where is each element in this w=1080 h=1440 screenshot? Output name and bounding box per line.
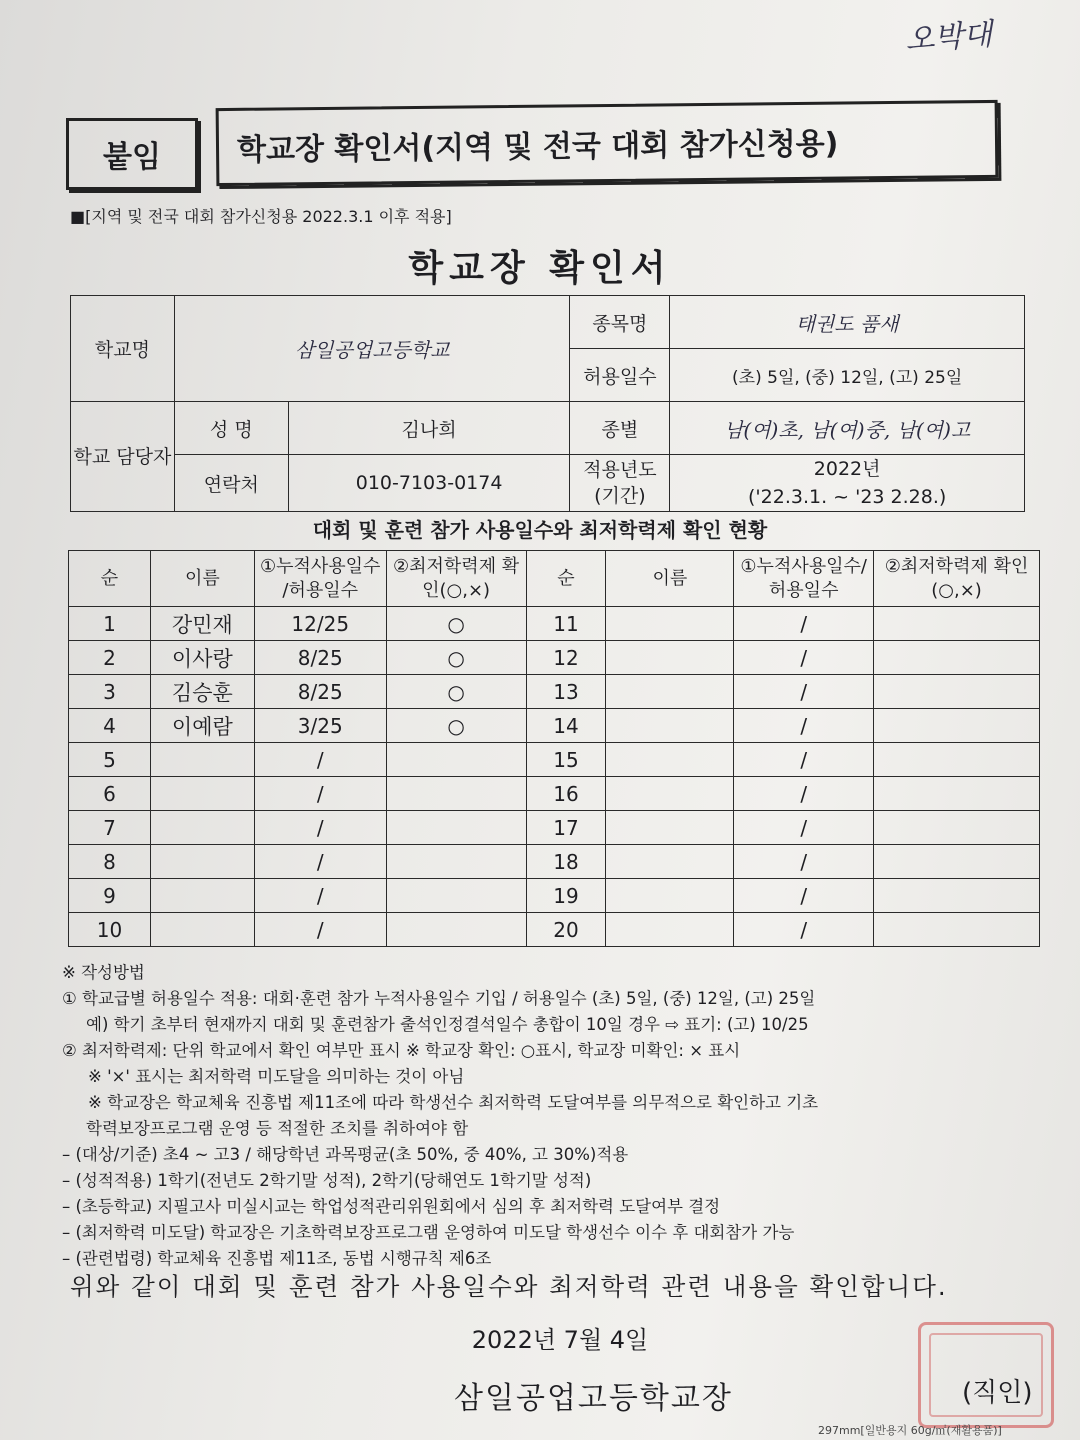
cell-days: / bbox=[254, 879, 386, 913]
cell-check bbox=[874, 811, 1040, 845]
cell-no: 4 bbox=[69, 709, 151, 743]
cell-check bbox=[874, 845, 1040, 879]
staff-label: 학교 담당자 bbox=[71, 402, 175, 512]
contact-value: 010-7103-0174 bbox=[288, 455, 570, 512]
cell-check bbox=[386, 811, 526, 845]
cell-name bbox=[606, 743, 734, 777]
table-header-row bbox=[69, 551, 1040, 607]
cell-no: 13 bbox=[526, 675, 606, 709]
year-value: 2022년 bbox=[813, 458, 881, 480]
cell-check bbox=[874, 777, 1040, 811]
col-header-check-right: ②최저학력제 확인(○,×) bbox=[874, 551, 1040, 607]
subheader: ■[지역 및 전국 대회 참가신청용 2022.3.1 이후 적용] bbox=[70, 207, 452, 226]
handwritten-note: 오박대 bbox=[904, 17, 994, 58]
cell-name: 강민재 bbox=[150, 607, 254, 641]
cell-days: / bbox=[734, 607, 874, 641]
instruction-line: – (관련법령) 학교체육 진흥법 제11조, 동법 시행규칙 제6조 bbox=[62, 1249, 492, 1268]
cell-name bbox=[150, 811, 254, 845]
participants-table bbox=[68, 550, 1040, 947]
paper-spec-footer: 297mm[일반용지 60g/㎡(재활용품)] bbox=[818, 1424, 1002, 1437]
cell-check bbox=[386, 845, 526, 879]
name-value: 김나희 bbox=[288, 402, 570, 455]
cell-check: ○ bbox=[386, 675, 526, 709]
cell-no: 7 bbox=[69, 811, 151, 845]
cell-no: 2 bbox=[69, 641, 151, 675]
event-value: 태권도 품새 bbox=[670, 296, 1025, 349]
instruction-line: ※ '×' 표시는 최저학력 미도달을 의미하는 것이 아님 bbox=[88, 1067, 465, 1086]
cell-name bbox=[606, 709, 734, 743]
cell-name: 김승훈 bbox=[150, 675, 254, 709]
name-label: 성 명 bbox=[174, 402, 288, 455]
cell-name bbox=[150, 845, 254, 879]
instruction-line: – (성적적용) 1학기(전년도 2학기말 성적), 2학기(당해연도 1학기말 성적) bbox=[62, 1171, 592, 1190]
col-header-days: ①누적사용일수 /허용일수 bbox=[254, 551, 386, 607]
cell-no: 18 bbox=[526, 845, 606, 879]
cell-days: / bbox=[734, 879, 874, 913]
table-row bbox=[69, 777, 1040, 811]
col-header-name: 이름 bbox=[150, 551, 254, 607]
document-date: 2022년 7월 4일 bbox=[471, 1326, 649, 1354]
cell-check: ○ bbox=[386, 709, 526, 743]
cell-no: 20 bbox=[526, 913, 606, 947]
cell-no: 1 bbox=[69, 607, 151, 641]
school-label: 학교명 bbox=[71, 296, 175, 402]
table-row bbox=[69, 879, 1040, 913]
cell-days: / bbox=[734, 777, 874, 811]
cell-check bbox=[386, 913, 526, 947]
table-row bbox=[69, 913, 1040, 947]
cell-no: 9 bbox=[69, 879, 151, 913]
cell-days: / bbox=[254, 913, 386, 947]
col-header-no-right: 순 bbox=[526, 551, 606, 607]
cell-no: 10 bbox=[69, 913, 151, 947]
cell-check bbox=[874, 675, 1040, 709]
cell-name bbox=[606, 607, 734, 641]
cell-no: 6 bbox=[69, 777, 151, 811]
cell-name bbox=[150, 777, 254, 811]
allowed-label: 허용일수 bbox=[570, 349, 670, 402]
confirmation-statement: 위와 같이 대회 및 훈련 참가 사용일수와 최저학력 관련 내용을 확인합니다. bbox=[70, 1272, 948, 1301]
section-title: 대회 및 훈련 참가 사용일수와 최저학력제 확인 현황 bbox=[312, 518, 768, 542]
allowed-value: (초) 5일, (중) 12일, (고) 25일 bbox=[670, 349, 1025, 402]
writing-instructions bbox=[62, 960, 1042, 1272]
col-header-check: ②최저학력제 확인(○,×) bbox=[386, 551, 526, 607]
document-title: 학교장 확인서 bbox=[408, 248, 672, 289]
cell-check bbox=[386, 743, 526, 777]
col-header-name-right: 이름 bbox=[606, 551, 734, 607]
cell-check bbox=[874, 607, 1040, 641]
instruction-line: ※ 작성방법 bbox=[62, 963, 145, 982]
cell-days: / bbox=[734, 845, 874, 879]
cell-name bbox=[150, 879, 254, 913]
cell-no: 17 bbox=[526, 811, 606, 845]
cell-days: / bbox=[734, 743, 874, 777]
instruction-line: – (대상/기준) 초4 ~ 고3 / 해당학년 과목평균(초 50%, 중 40%, 고 30%)적용 bbox=[62, 1145, 629, 1164]
cell-days: 8/25 bbox=[254, 675, 386, 709]
period-value: ('22.3.1. ~ '23 2.28.) bbox=[748, 486, 947, 508]
cell-no: 8 bbox=[69, 845, 151, 879]
table-row bbox=[69, 675, 1040, 709]
cell-check: ○ bbox=[386, 641, 526, 675]
principal-signature: 삼일공업고등학교장 bbox=[454, 1381, 733, 1416]
instruction-line: ① 학교급별 허용일수 적용: 대회·훈련 참가 누적사용일수 기입 / 허용일수 (초) 5일, (중) 12일, (고) 25일 bbox=[62, 989, 816, 1008]
cell-no: 12 bbox=[526, 641, 606, 675]
cell-no: 19 bbox=[526, 879, 606, 913]
instruction-line: 예) 학기 초부터 현재까지 대회 및 훈련참가 출석인정결석일수 총합이 10일 경우 ⇨ 표기: (고) 10/25 bbox=[86, 1015, 809, 1034]
gender-value: 남(여)초, 남(여)중, 남(여)고 bbox=[670, 402, 1025, 455]
cell-name bbox=[606, 777, 734, 811]
cell-days: / bbox=[254, 777, 386, 811]
cell-days: / bbox=[254, 845, 386, 879]
col-header-no: 순 bbox=[69, 551, 151, 607]
cell-no: 16 bbox=[526, 777, 606, 811]
info-table bbox=[70, 295, 1025, 512]
cell-name bbox=[150, 913, 254, 947]
table-row bbox=[69, 811, 1040, 845]
cell-name bbox=[606, 641, 734, 675]
col-header-days-right: ①누적사용일수/허용일수 bbox=[734, 551, 874, 607]
year-cell bbox=[670, 455, 1025, 512]
cell-days: 12/25 bbox=[254, 607, 386, 641]
cell-name bbox=[606, 811, 734, 845]
cell-check bbox=[874, 743, 1040, 777]
cell-name: 이사랑 bbox=[150, 641, 254, 675]
instruction-line: ② 최저학력제: 단위 학교에서 확인 여부만 표시 ※ 학교장 확인: ○표시, 학교장 미확인: × 표시 bbox=[62, 1041, 741, 1060]
cell-name bbox=[606, 913, 734, 947]
cell-days: / bbox=[734, 675, 874, 709]
table-row bbox=[69, 743, 1040, 777]
instruction-line: ※ 학교장은 학교체육 진흥법 제11조에 따라 학생선수 최저학력 도달여부를 의무적으로 확인하고 기초 bbox=[88, 1093, 819, 1112]
school-value: 삼일공업고등학교 bbox=[174, 296, 570, 402]
table-row bbox=[69, 607, 1040, 641]
header-title: 학교장 확인서(지역 및 전국 대회 참가신청용) bbox=[216, 100, 999, 186]
attachment-tag: 붙임 bbox=[66, 118, 198, 190]
cell-no: 3 bbox=[69, 675, 151, 709]
cell-check bbox=[874, 913, 1040, 947]
cell-days: / bbox=[734, 641, 874, 675]
seal-label: (직인) bbox=[962, 1378, 1033, 1408]
cell-name bbox=[606, 845, 734, 879]
instruction-line: – (초등학교) 지필고사 미실시교는 학업성적관리위원회에서 심의 후 최저학력 도달여부 결정 bbox=[62, 1197, 721, 1216]
contact-label: 연락처 bbox=[174, 455, 288, 512]
event-label: 종목명 bbox=[570, 296, 670, 349]
cell-check bbox=[386, 879, 526, 913]
cell-check bbox=[874, 709, 1040, 743]
cell-check bbox=[874, 879, 1040, 913]
cell-name: 이예람 bbox=[150, 709, 254, 743]
cell-name bbox=[606, 675, 734, 709]
table-row bbox=[69, 845, 1040, 879]
cell-check: ○ bbox=[386, 607, 526, 641]
cell-days: / bbox=[734, 811, 874, 845]
cell-name bbox=[150, 743, 254, 777]
cell-no: 5 bbox=[69, 743, 151, 777]
cell-days: / bbox=[254, 811, 386, 845]
gender-label: 종별 bbox=[570, 402, 670, 455]
instruction-line: 학력보장프로그램 운영 등 적절한 조치를 취하여야 함 bbox=[86, 1119, 469, 1138]
cell-check bbox=[874, 641, 1040, 675]
cell-no: 15 bbox=[526, 743, 606, 777]
cell-no: 14 bbox=[526, 709, 606, 743]
cell-days: / bbox=[734, 913, 874, 947]
year-label: 적용년도 (기간) bbox=[570, 455, 670, 512]
cell-no: 11 bbox=[526, 607, 606, 641]
cell-check bbox=[386, 777, 526, 811]
cell-days: 3/25 bbox=[254, 709, 386, 743]
cell-days: / bbox=[734, 709, 874, 743]
table-row bbox=[69, 641, 1040, 675]
table-row bbox=[69, 709, 1040, 743]
cell-days: 8/25 bbox=[254, 641, 386, 675]
cell-name bbox=[606, 879, 734, 913]
instruction-line: – (최저학력 미도달) 학교장은 기초학력보장프로그램 운영하여 미도달 학생선수 이수 후 대회참가 가능 bbox=[62, 1223, 795, 1242]
cell-days: / bbox=[254, 743, 386, 777]
